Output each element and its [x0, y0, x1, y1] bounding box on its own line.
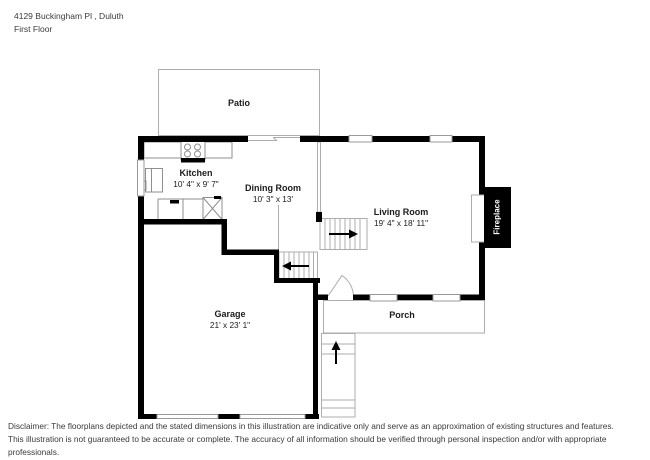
dining-room-label: Dining Room: [245, 183, 301, 193]
stove-icon: [181, 140, 205, 163]
hearth-outline: [472, 195, 485, 242]
kitchen-label: Kitchen: [179, 168, 213, 178]
garage-label: Garage: [214, 309, 246, 319]
garage-door-2: [240, 415, 305, 419]
disclaimer: [8, 420, 648, 459]
utility-box-icon: [203, 196, 222, 220]
living-room-dims: 19' 4" x 18' 11": [373, 218, 429, 228]
window-top-1: [349, 136, 372, 143]
stairs-upper: [320, 219, 367, 250]
dining-room-dims: 10' 3" x 13': [252, 194, 294, 204]
living-room-label: Living Room: [373, 207, 429, 217]
window-top-2: [430, 136, 452, 143]
window-bottom-1: [370, 295, 397, 302]
disclaimer-line-1: Disclaimer: The floorplans depicted and the stated dimensions in this illustration are indicative only and serve as an approximation of existing structures and features.: [8, 421, 614, 431]
disclaimer-line-2: This illustration is not guaranteed to be accurate or complete. The accuracy of all information should be verified through personal inspection and/or with appropriate professionals.: [8, 434, 607, 457]
fireplace: [472, 187, 512, 248]
fireplace-label: Fireplace: [492, 199, 502, 235]
stairs-lower: [279, 252, 318, 280]
window-bottom-2: [433, 295, 460, 302]
sliding-door-icon: [248, 138, 300, 141]
floor-label: First Floor: [14, 23, 53, 34]
door-swing-icon: [328, 276, 354, 297]
garage-dims: 21' x 23' 1": [209, 320, 251, 330]
kitchen-dims: 10' 4" x 9' 7": [173, 179, 219, 189]
garage-door-1: [157, 415, 218, 419]
address-text: 4129 Buckingham Pl , Duluth: [14, 11, 124, 21]
porch-label: Porch: [389, 310, 415, 320]
window-left: [138, 160, 145, 196]
patio-label: Patio: [227, 98, 251, 108]
entry-steps: [322, 334, 356, 418]
